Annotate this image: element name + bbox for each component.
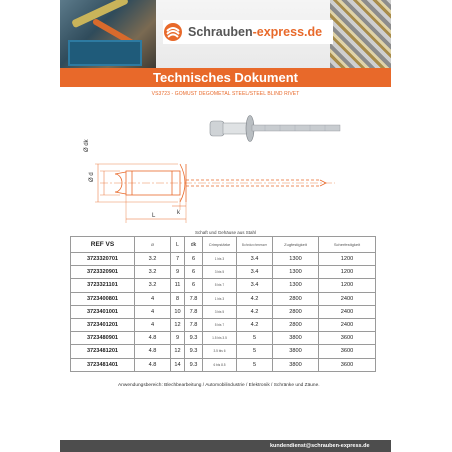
dim-label-dk: Ø dk: [84, 139, 90, 152]
cell-grip: 1 bis 3: [203, 292, 237, 305]
cell-shear: 2400: [319, 305, 376, 318]
tools-photo: [60, 0, 156, 68]
cell-diameter: 4.8: [135, 358, 171, 371]
table-row: [71, 345, 376, 358]
dim-label-k: k: [177, 210, 180, 216]
cell-tensile: 1300: [273, 266, 319, 279]
cell-shear: 1200: [319, 253, 376, 266]
cell-diameter: 3.2: [135, 279, 171, 292]
product-subtitle: VS3723 - GOMUST DEGOMETAL STEEL/STEEL BLIND RIVET: [151, 91, 300, 97]
dim-label-d: Ø d: [89, 172, 95, 182]
table-row: [71, 332, 376, 345]
cell-ref: 3723320901: [71, 266, 135, 279]
dim-label-l: L: [152, 213, 156, 219]
table-header-row: [71, 237, 376, 253]
cell-grip: 5 bis 7: [203, 279, 237, 292]
cell-length: 11: [171, 279, 185, 292]
brand-logo: [163, 20, 333, 44]
cell-ref: 3723400801: [71, 292, 135, 305]
cell-drill: 5: [237, 358, 273, 371]
cell-ref: 3723401201: [71, 318, 135, 331]
cell-dk: 7.8: [185, 318, 203, 331]
cell-grip: 1.5 bis 3.5: [203, 332, 237, 345]
cell-ref: 3723480901: [71, 332, 135, 345]
cell-diameter: 4.8: [135, 345, 171, 358]
col-header-ref: REF VS: [71, 237, 135, 253]
cell-ref: 3723321101: [71, 279, 135, 292]
cell-drill: 3.4: [237, 279, 273, 292]
col-header-dk: dk: [185, 237, 203, 253]
cell-dk: 7.8: [185, 292, 203, 305]
cell-diameter: 4: [135, 318, 171, 331]
cell-length: 12: [171, 345, 185, 358]
technical-diagram: [95, 164, 335, 223]
cell-dk: 7.8: [185, 305, 203, 318]
cell-diameter: 3.2: [135, 253, 171, 266]
cell-tensile: 2800: [273, 318, 319, 331]
document-page: [60, 0, 391, 452]
cell-dk: 9.3: [185, 358, 203, 371]
cell-drill: 3.4: [237, 253, 273, 266]
cell-length: 14: [171, 358, 185, 371]
table-row: [71, 292, 376, 305]
cell-dk: 6: [185, 266, 203, 279]
brand-name: Schrauben-express.de: [188, 25, 323, 39]
cell-dk: 6: [185, 279, 203, 292]
cell-length: 8: [171, 292, 185, 305]
cell-tensile: 2800: [273, 305, 319, 318]
cell-dk: 6: [185, 253, 203, 266]
cell-diameter: 4.8: [135, 332, 171, 345]
cell-drill: 3.4: [237, 266, 273, 279]
cell-shear: 1200: [319, 279, 376, 292]
table-row: [71, 318, 376, 331]
usage-note: Anwendungsbereich: Blechbearbeitung / Automobilindustrie / Elektronik / Schränke und Zäune.: [118, 383, 320, 388]
table-row: [71, 253, 376, 266]
cell-length: 9: [171, 266, 185, 279]
cell-diameter: 3.2: [135, 266, 171, 279]
cell-drill: 4.2: [237, 292, 273, 305]
cell-grip: 6 bis 8.5: [203, 358, 237, 371]
cell-drill: 5: [237, 332, 273, 345]
col-header-grip: Crimpstärke: [203, 237, 237, 253]
cell-shear: 3600: [319, 345, 376, 358]
rivet-drawing: [60, 100, 391, 228]
cell-shear: 1200: [319, 266, 376, 279]
table-row: [71, 279, 376, 292]
cell-length: 7: [171, 253, 185, 266]
col-header-shear: Scherfestigkeit: [319, 237, 376, 253]
col-header-tensile: Zugfestigkeit: [273, 237, 319, 253]
document-title: Technisches Dokument: [60, 68, 391, 87]
cell-diameter: 4: [135, 305, 171, 318]
cell-grip: 1 bis 3: [203, 253, 237, 266]
cell-drill: 4.2: [237, 318, 273, 331]
cell-drill: 4.2: [237, 305, 273, 318]
logo-icon: [163, 22, 183, 42]
cell-drill: 5: [237, 345, 273, 358]
cell-length: 12: [171, 318, 185, 331]
footer-email-link[interactable]: kundendienst@schrauben-express.de: [270, 443, 370, 449]
cell-grip: 3 bis 5: [203, 266, 237, 279]
screws-photo: [330, 0, 391, 68]
footer-bar: [60, 440, 391, 452]
cell-shear: 2400: [319, 292, 376, 305]
cell-dk: 9.3: [185, 345, 203, 358]
cell-grip: 5 bis 7: [203, 318, 237, 331]
cell-grip: 3 bis 5: [203, 305, 237, 318]
col-header-diameter: Ø: [135, 237, 171, 253]
cell-length: 10: [171, 305, 185, 318]
cell-tensile: 3800: [273, 332, 319, 345]
cell-ref: 3723401001: [71, 305, 135, 318]
cell-ref: 3723481401: [71, 358, 135, 371]
cell-tensile: 3800: [273, 358, 319, 371]
cell-shear: 2400: [319, 318, 376, 331]
table-row: [71, 358, 376, 371]
cell-ref: 3723320701: [71, 253, 135, 266]
spec-table: [70, 236, 376, 372]
cell-tensile: 1300: [273, 279, 319, 292]
table-row: [71, 305, 376, 318]
cell-length: 9: [171, 332, 185, 345]
cell-tensile: 1300: [273, 253, 319, 266]
cell-diameter: 4: [135, 292, 171, 305]
cell-shear: 3600: [319, 358, 376, 371]
table-caption: Schaft und Gehäuse aus Stahl: [194, 230, 257, 235]
cell-tensile: 2800: [273, 292, 319, 305]
rivet-photo: [210, 116, 340, 142]
cell-dk: 9.3: [185, 332, 203, 345]
col-header-length: L: [171, 237, 185, 253]
cell-grip: 3.5 bis 6: [203, 345, 237, 358]
cell-tensile: 3800: [273, 345, 319, 358]
cell-ref: 3723481201: [71, 345, 135, 358]
col-header-drill: Bohrdurchmesser: [237, 237, 273, 253]
table-row: [71, 266, 376, 279]
header-banner: [60, 0, 391, 68]
cell-shear: 3600: [319, 332, 376, 345]
